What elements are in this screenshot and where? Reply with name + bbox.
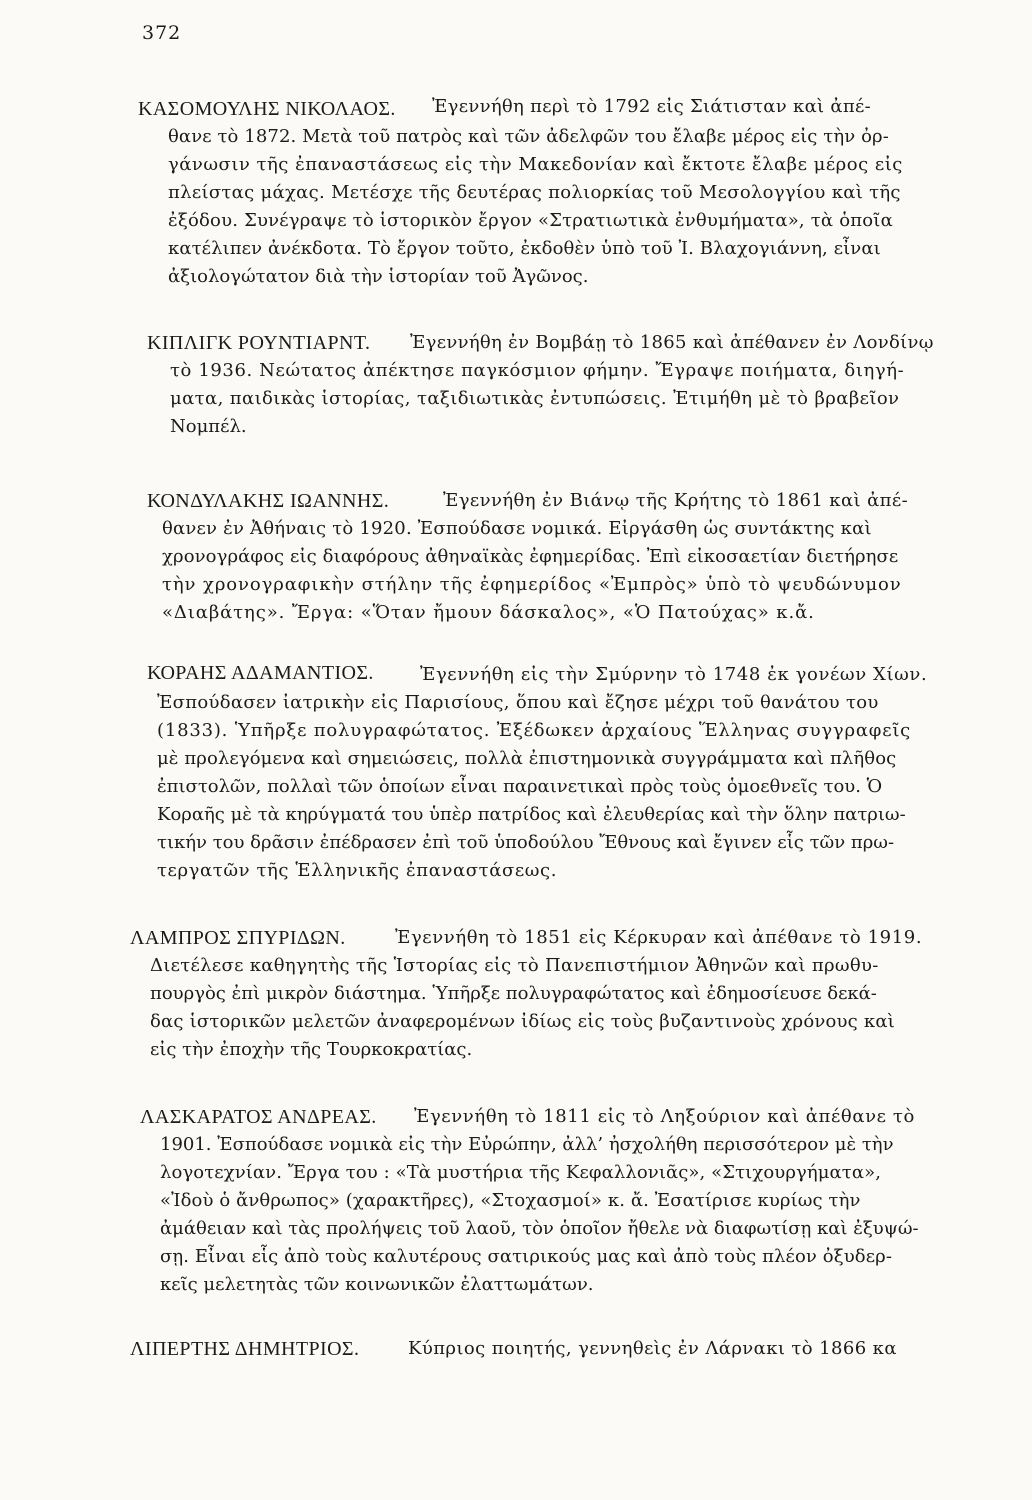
entry-name: ΚΟΡΑΗΣ ΑΔΑΜΑΝΤΙΟΣ. [147, 662, 374, 684]
entry-text-line: θανεν ἐν Ἀθήναις τὸ 1920. Ἐσπούδασε νομικά. Εἰργάσθη ὡς συντάκτης καὶ [162, 518, 872, 539]
entry-text-line: ματα, παιδικὰς ἱστορίας, ταξιδιωτικὰς ἐντυπώσεις. Ἐτιμήθη μὲ τὸ βραβεῖον [170, 388, 900, 409]
entry-text-line: «Ἰδοὺ ὁ ἄνθρωπος» (χαρακτῆρες), «Στοχασμοί» κ. ἄ. Ἐσατίρισε κυρίως τὴν [160, 1190, 861, 1211]
entry-text-line: τεργατῶν τῆς Ἑλληνικῆς ἐπαναστάσεως. [157, 860, 558, 881]
entry-text-line: 1901. Ἐσπούδασε νομικὰ εἰς τὴν Εὐρώπην, ἀλλ’ ἠσχολήθη περισσότερον μὲ τὴν [160, 1134, 894, 1155]
entry-text-line: Διετέλεσε καθηγητὴς τῆς Ἱστορίας εἰς τὸ Πανεπιστήμιον Ἀθηνῶν καὶ πρωθυ- [150, 955, 879, 976]
entry-text-line: ἐξόδου. Συνέγραψε τὸ ἱστορικὸν ἔργον «Στρατιωτικὰ ἐνθυμήματα», τὰ ὁποῖα [168, 210, 893, 231]
entry-text-line: κατέλιπεν ἀνέκδοτα. Τὸ ἔργον τοῦτο, ἐκδοθὲν ὑπὸ τοῦ Ἰ. Βλαχογιάννη, εἶναι [168, 238, 881, 259]
entry-text-line: κεῖς μελετητὰς τῶν κοινωνικῶν ἐλαττωμάτων. [160, 1274, 594, 1295]
entry-text-line: Κοραῆς μὲ τὰ κηρύγματά του ὑπὲρ πατρίδος καὶ ἐλευθερίας καὶ τὴν ὅλην πατριω- [157, 804, 906, 825]
entry-text-line: ἀξιολογώτατον διὰ τὴν ἱστορίαν τοῦ Ἀγῶνος. [168, 266, 589, 287]
entry-text-line: ἀμάθειαν καὶ τὰς προλήψεις τοῦ λαοῦ, τὸν ὁποῖον ἤθελε νὰ διαφωτίσῃ καὶ ἐξυψώ- [160, 1218, 919, 1239]
entry-text-line: δας ἱστορικῶν μελετῶν ἀναφερομένων ἰδίως εἰς τοὺς βυζαντινοὺς χρόνους καὶ [150, 1011, 895, 1032]
entry-text-line: Ἐσπούδασεν ἰατρικὴν εἰς Παρισίους, ὅπου καὶ ἔζησε μέχρι τοῦ θανάτου του [157, 692, 879, 713]
entry-name: ΚΙΠΛΙΓΚ ΡΟΥΝΤΙΑΡΝΤ. [147, 332, 371, 354]
entry-text-line: τικήν του δρᾶσιν ἐπέδρασεν ἐπὶ τοῦ ὑποδούλου Ἔθνους καὶ ἔγινεν εἷς τῶν πρω- [157, 832, 895, 853]
entry-text-line: Ἐγεννήθη εἰς τὴν Σμύρνην τὸ 1748 ἐκ γονέων Χίων. [420, 664, 928, 685]
entry-text-line: Κύπριος ποιητής, γεννηθεὶς ἐν Λάρνακι τὸ 1866 κα [408, 1338, 897, 1359]
entry-text-line: Ἐγεννήθη τὸ 1851 εἰς Κέρκυραν καὶ ἀπέθανε τὸ 1919. [395, 927, 923, 948]
entry-text-line: χρονογράφος εἰς διαφόρους ἀθηναϊκὰς ἐφημερίδας. Ἐπὶ εἰκοσαετίαν διετήρησε [162, 546, 899, 567]
entry-text-line: «Διαβάτης». Ἔργα: «Ὅταν ἤμουν δάσκαλος», «Ὁ Πατούχας» κ.ἄ. [162, 602, 815, 623]
page-number: 372 [142, 22, 182, 44]
entry-text-line: πουργὸς ἐπὶ μικρὸν διάστημα. Ὑπῆρξε πολυγραφώτατος καὶ ἐδημοσίευσε δεκά- [150, 983, 877, 1004]
entry-text-line: Ἐγεννήθη τὸ 1811 εἰς τὸ Ληξούριον καὶ ἀπέθανε τὸ [414, 1106, 915, 1127]
entry-text-line: γάνωσιν τῆς ἐπαναστάσεως εἰς τὴν Μακεδονίαν καὶ ἔκτοτε ἔλαβε μέρος εἰς [168, 154, 903, 175]
entry-text-line: ἐπιστολῶν, πολλαὶ τῶν ὁποίων εἶναι παραινετικαὶ πρὸς τοὺς ὁμοεθνεῖς του. Ὁ [157, 776, 883, 797]
entry-text-line: Ἐγεννήθη ἐν Βιάνῳ τῆς Κρήτης τὸ 1861 καὶ ἀπέ- [443, 490, 909, 511]
entry-text-line: τὸ 1936. Νεώτατος ἀπέκτησε παγκόσμιον φήμην. Ἔγραψε ποιήματα, διηγή- [170, 360, 905, 381]
entry-text-line: σῃ. Εἶναι εἷς ἀπὸ τοὺς καλυτέρους σατιρικούς μας καὶ ἀπὸ τοὺς πλέον ὀξυδερ- [160, 1246, 892, 1267]
entry-name: ΚΑΣΟΜΟΥΛΗΣ ΝΙΚΟΛΑΟΣ. [138, 98, 396, 120]
entry-name: ΛΑΜΠΡΟΣ ΣΠΥΡΙΔΩΝ. [130, 927, 346, 949]
entry-name: ΛΑΣΚΑΡΑΤΟΣ ΑΝΔΡΕΑΣ. [140, 1106, 377, 1128]
entry-text-line: εἰς τὴν ἐποχὴν τῆς Τουρκοκρατίας. [150, 1039, 473, 1060]
entry-text-line: (1833). Ὑπῆρξε πολυγραφώτατος. Ἐξέδωκεν ἀρχαίους Ἕλληνας συγγραφεῖς [157, 720, 912, 741]
entry-text-line: τὴν χρονογραφικὴν στήλην τῆς ἐφημερίδος «Ἐμπρὸς» ὑπὸ τὸ ψευδώνυμον [162, 574, 902, 595]
entry-text-line: θανε τὸ 1872. Μετὰ τοῦ πατρὸς καὶ τῶν ἀδελφῶν του ἔλαβε μέρος εἰς τὴν ὀρ- [168, 126, 889, 147]
entry-text-line: Ἐγεννήθη περὶ τὸ 1792 εἰς Σιάτισταν καὶ ἀπέ- [432, 96, 871, 117]
entry-name: ΚΟΝΔΥΛΑΚΗΣ ΙΩΑΝΝΗΣ. [147, 490, 390, 512]
entry-text-line: Ἐγεννήθη ἐν Βομβάῃ τὸ 1865 καὶ ἀπέθανεν ἐν Λονδίνῳ [410, 332, 934, 353]
entry-text-line: μὲ προλεγόμενα καὶ σημειώσεις, πολλὰ ἐπιστημονικὰ συγγράμματα καὶ πλῆθος [157, 748, 897, 769]
entry-text-line: πλείστας μάχας. Μετέσχε τῆς δευτέρας πολιορκίας τοῦ Μεσολογγίου καὶ τῆς [168, 182, 901, 203]
entry-text-line: λογοτεχνίαν. Ἔργα του : «Τὰ μυστήρια τῆς Κεφαλλονιᾶς», «Στιχουργήματα», [160, 1162, 882, 1183]
entry-name: ΛΙΠΕΡΤΗΣ ΔΗΜΗΤΡΙΟΣ. [130, 1338, 360, 1360]
entry-text-line: Νομπέλ. [170, 416, 247, 437]
